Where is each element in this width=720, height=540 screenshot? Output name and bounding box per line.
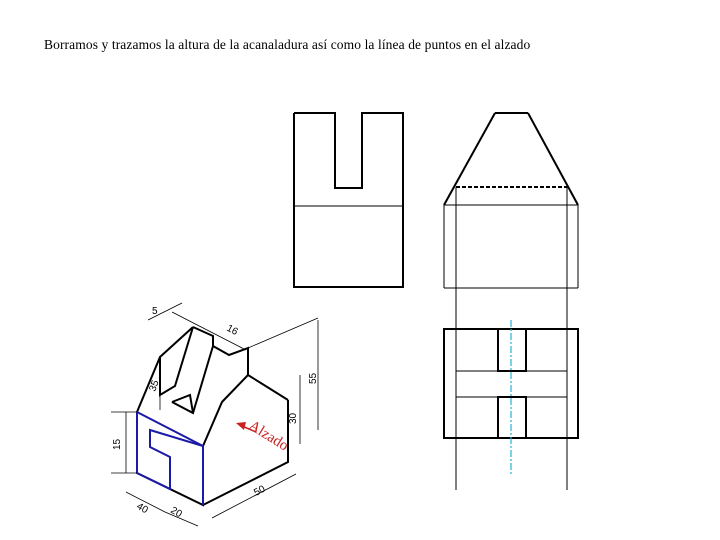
dim-line-50 — [212, 474, 296, 518]
iso-slot-top — [193, 327, 248, 375]
alzado-label: Alzado — [245, 417, 292, 455]
iso-slot-wall — [172, 346, 213, 413]
dim-20: 20 — [168, 505, 184, 521]
dim-55: 55 — [308, 372, 319, 384]
slot-view — [294, 113, 403, 287]
dim-5: 5 — [152, 306, 158, 317]
slot-view-outline — [294, 113, 403, 287]
iso-roof-right — [203, 375, 248, 446]
elevation-view — [444, 320, 578, 474]
dim-40: 40 — [134, 501, 150, 517]
dim-16: 16 — [224, 322, 240, 338]
iso-roof-ridge — [248, 375, 288, 400]
iso-roof-left — [137, 327, 193, 412]
dim-35: 35 — [147, 378, 162, 394]
isometric-view — [111, 303, 318, 526]
iso-front-highlight-top — [137, 412, 203, 446]
dim-50: 50 — [252, 483, 268, 499]
profile-left-slope — [444, 113, 495, 205]
iso-slot-edge — [160, 327, 193, 395]
alzado-arrow-head — [236, 422, 246, 430]
dim-line-55-ext — [248, 318, 318, 348]
iso-front-highlight — [137, 412, 203, 505]
dim-15: 15 — [112, 438, 123, 450]
elevation-slot-lower — [498, 397, 526, 438]
elevation-slot-upper — [498, 329, 526, 371]
caption: Borramos y trazamos la altura de la acanaladura así como la línea de puntos en el alzado — [44, 37, 531, 52]
dim-30: 30 — [288, 412, 299, 424]
profile-right-slope — [528, 113, 578, 205]
